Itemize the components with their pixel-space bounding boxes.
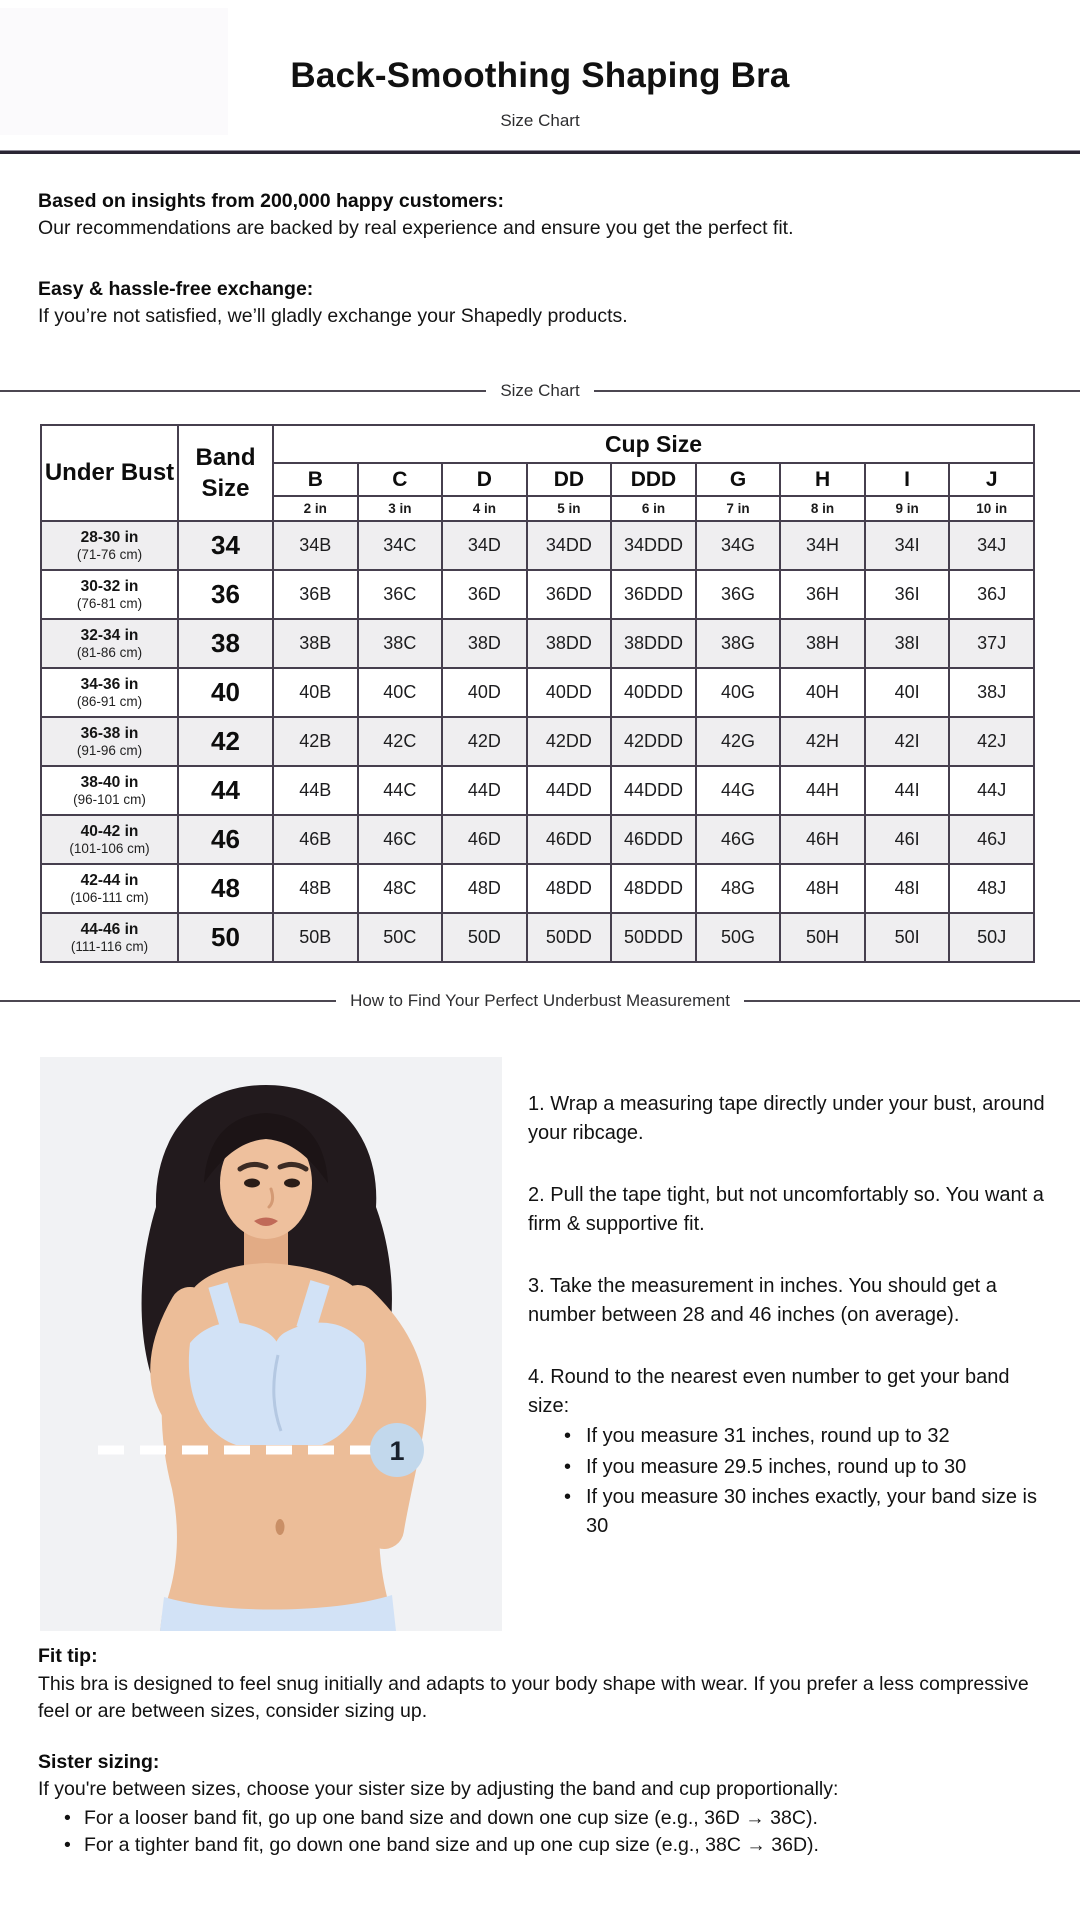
size-cell: 50G (696, 913, 781, 962)
size-cell: 44D (442, 766, 527, 815)
size-cell: 48C (358, 864, 443, 913)
size-cell: 34H (780, 521, 865, 570)
bra (189, 1323, 366, 1445)
size-cell: 44J (949, 766, 1034, 815)
size-cell: 44C (358, 766, 443, 815)
size-cell: 44G (696, 766, 781, 815)
size-cell: 34I (865, 521, 950, 570)
band-size-cell: 38 (178, 619, 273, 668)
size-cell: 36D (442, 570, 527, 619)
size-cell: 34DD (527, 521, 612, 570)
size-row-band-38 (41, 619, 1034, 668)
intro-section (38, 188, 1042, 364)
size-cell: 36H (780, 570, 865, 619)
cup-letter-header: J (949, 463, 1034, 496)
eye-right (284, 1179, 300, 1188)
size-cell: 36G (696, 570, 781, 619)
band-size-cell: 34 (178, 521, 273, 570)
size-cell: 38H (780, 619, 865, 668)
size-cell: 38D (442, 619, 527, 668)
size-cell: 40H (780, 668, 865, 717)
size-cell: 46DDD (611, 815, 696, 864)
size-chart-divider (0, 381, 1080, 401)
size-cell: 34G (696, 521, 781, 570)
cup-letter-header: H (780, 463, 865, 496)
size-cell: 46H (780, 815, 865, 864)
cup-depth-header: 4 in (442, 496, 527, 521)
under-bust-inches: 34-36 in (80, 675, 139, 693)
intro-heading-1: Based on insights from 200,000 happy customers: (38, 190, 504, 212)
size-cell: 38DDD (611, 619, 696, 668)
size-cell: 42B (273, 717, 358, 766)
size-cell: 40DDD (611, 668, 696, 717)
page-subtitle: Size Chart (500, 111, 580, 130)
cup-depth-header: 10 in (949, 496, 1034, 521)
band-rounding-item-2: • If you measure 29.5 inches, round up to 30 (562, 1453, 1056, 1482)
size-cell: 46I (865, 815, 950, 864)
size-row-band-48 (41, 864, 1034, 913)
model-photo (40, 1057, 502, 1631)
under-bust-cm: (86-91 cm) (76, 694, 143, 710)
step-1-badge-label: 1 (389, 1436, 405, 1466)
cup-depth-header: 8 in (780, 496, 865, 521)
measurement-step-4: 4. Round to the nearest even number to get your band size: (528, 1366, 1010, 1417)
cup-letter-header: G (696, 463, 781, 496)
size-cell: 48D (442, 864, 527, 913)
size-cell: 50B (273, 913, 358, 962)
size-cell: 48B (273, 864, 358, 913)
sister-sizing-item-2: • For a tighter band fit, go down one band size and up one cup size (e.g., 38C → 36D). (62, 1832, 1046, 1860)
size-cell: 34DDD (611, 521, 696, 570)
size-cell: 34D (442, 521, 527, 570)
navel (276, 1519, 285, 1535)
size-row-band-36 (41, 570, 1034, 619)
under-bust-cell (41, 619, 178, 668)
size-chart-table-body (41, 521, 1034, 962)
under-bust-inches: 40-42 in (80, 822, 139, 840)
band-size-cell: 48 (178, 864, 273, 913)
under-bust-inches: 38-40 in (80, 773, 139, 791)
intro-heading-2: Easy & hassle-free exchange: (38, 278, 314, 300)
band-size-cell: 36 (178, 570, 273, 619)
band-size-cell: 50 (178, 913, 273, 962)
size-cell: 50I (865, 913, 950, 962)
under-bust-cell (41, 766, 178, 815)
under-bust-cell (41, 864, 178, 913)
size-cell: 42DDD (611, 717, 696, 766)
under-bust-cm: (101-106 cm) (69, 841, 150, 857)
size-cell: 46G (696, 815, 781, 864)
cup-letter-header: C (358, 463, 443, 496)
size-cell: 38G (696, 619, 781, 668)
size-cell: 50C (358, 913, 443, 962)
size-cell: 50DDD (611, 913, 696, 962)
size-cell: 40B (273, 668, 358, 717)
size-cell: 40G (696, 668, 781, 717)
divider-line-right (744, 1000, 1080, 1002)
under-bust-inches: 42-44 in (80, 871, 139, 889)
band-rounding-item-3: • If you measure 30 inches exactly, your band size is 30 (562, 1483, 1056, 1540)
band-rounding-list (528, 1422, 1056, 1540)
measurement-divider-label: How to Find Your Perfect Underbust Measurement (350, 991, 730, 1010)
under-bust-cell (41, 913, 178, 962)
cup-depth-header: 9 in (865, 496, 950, 521)
measurement-divider (0, 991, 1080, 1011)
band-rounding-item-1: • If you measure 31 inches, round up to 32 (562, 1422, 1056, 1451)
under-bust-cm: (96-101 cm) (73, 792, 146, 808)
size-row-band-42 (41, 717, 1034, 766)
size-cell: 50DD (527, 913, 612, 962)
cup-letter-header: DDD (611, 463, 696, 496)
under-bust-cell (41, 521, 178, 570)
sister-sizing-body: If you're between sizes, choose your sister size by adjusting the band and cup proportionally: (38, 1778, 839, 1800)
size-cell: 34B (273, 521, 358, 570)
divider-line-left (0, 1000, 336, 1002)
size-cell: 42DD (527, 717, 612, 766)
size-row-band-34 (41, 521, 1034, 570)
under-bust-cell (41, 570, 178, 619)
under-bust-cm: (111-116 cm) (70, 939, 149, 955)
cup-size-header: Cup Size (273, 425, 1034, 463)
size-cell: 48H (780, 864, 865, 913)
band-size-cell: 42 (178, 717, 273, 766)
size-chart-table-head (41, 425, 1034, 521)
under-bust-header: Under Bust (41, 425, 178, 521)
measurement-step-3: 3. Take the measurement in inches. You should get a number between 28 and 46 inches (on average). (528, 1275, 997, 1326)
header-divider-line (0, 150, 1080, 154)
size-cell: 42G (696, 717, 781, 766)
size-cell: 46DD (527, 815, 612, 864)
size-cell: 44H (780, 766, 865, 815)
bra-strap-right (306, 1283, 320, 1329)
size-cell: 44DD (527, 766, 612, 815)
cup-depth-header: 7 in (696, 496, 781, 521)
size-cell: 42H (780, 717, 865, 766)
under-bust-inches: 36-38 in (80, 724, 139, 742)
intro-body-2: If you’re not satisfied, we’ll gladly exchange your Shapedly products. (38, 305, 628, 327)
measurement-step-2: 2. Pull the tape tight, but not uncomfortably so. You want a firm & supportive fit. (528, 1184, 1044, 1235)
size-cell: 46B (273, 815, 358, 864)
size-cell: 34J (949, 521, 1034, 570)
size-cell: 48DDD (611, 864, 696, 913)
size-cell: 44B (273, 766, 358, 815)
size-cell: 42I (865, 717, 950, 766)
cup-letter-header: B (273, 463, 358, 496)
size-cell: 34C (358, 521, 443, 570)
size-row-band-46 (41, 815, 1034, 864)
sister-sizing-heading: Sister sizing: (38, 1750, 160, 1773)
under-bust-cm: (76-81 cm) (76, 596, 143, 612)
eye-left (244, 1179, 260, 1188)
size-row-band-40 (41, 668, 1034, 717)
fit-tips-section (38, 1643, 1046, 1860)
size-cell: 36DD (527, 570, 612, 619)
cup-depth-header: 5 in (527, 496, 612, 521)
size-chart-table (40, 424, 1035, 963)
fit-tip-heading: Fit tip: (38, 1645, 98, 1667)
size-cell: 42C (358, 717, 443, 766)
cup-depth-header: 6 in (611, 496, 696, 521)
size-cell: 46C (358, 815, 443, 864)
size-cell: 36DDD (611, 570, 696, 619)
size-cell: 50J (949, 913, 1034, 962)
measurement-step-1: 1. Wrap a measuring tape directly under your bust, around your ribcage. (528, 1093, 1045, 1144)
size-cell: 42J (949, 717, 1034, 766)
fit-tip-body: This bra is designed to feel snug initially and adapts to your body shape with wear. If you prefer a less compressive feel or are between sizes, consider sizing up. (38, 1672, 1029, 1722)
under-bust-cell (41, 815, 178, 864)
size-cell: 40DD (527, 668, 612, 717)
size-row-band-44 (41, 766, 1034, 815)
size-cell: 48G (696, 864, 781, 913)
size-cell: 38C (358, 619, 443, 668)
band-size-cell: 44 (178, 766, 273, 815)
model-illustration (40, 1057, 502, 1631)
under-bust-cell (41, 668, 178, 717)
under-bust-cell (41, 717, 178, 766)
size-cell: 37J (949, 619, 1034, 668)
size-cell: 36I (865, 570, 950, 619)
under-bust-inches: 30-32 in (80, 577, 139, 595)
size-cell: 48DD (527, 864, 612, 913)
size-chart-divider-label: Size Chart (500, 381, 580, 400)
page-title: Back-Smoothing Shaping Bra (290, 56, 790, 95)
band-size-cell: 46 (178, 815, 273, 864)
under-bust-cm: (106-111 cm) (70, 890, 149, 906)
size-cell: 50H (780, 913, 865, 962)
under-bust-inches: 44-46 in (80, 920, 139, 938)
size-cell: 38DD (527, 619, 612, 668)
size-cell: 40C (358, 668, 443, 717)
size-cell: 40I (865, 668, 950, 717)
size-cell: 42D (442, 717, 527, 766)
page-header (0, 56, 1080, 131)
size-row-band-50 (41, 913, 1034, 962)
size-cell: 48J (949, 864, 1034, 913)
band-size-cell: 40 (178, 668, 273, 717)
intro-body-1: Our recommendations are backed by real experience and ensure you get the perfect fit. (38, 217, 794, 239)
size-cell: 38B (273, 619, 358, 668)
size-cell: 40D (442, 668, 527, 717)
under-bust-cm: (71-76 cm) (76, 547, 143, 563)
table-header-row-1 (41, 425, 1034, 463)
under-bust-cm: (91-96 cm) (76, 743, 143, 759)
cup-depth-header: 2 in (273, 496, 358, 521)
size-cell: 44DDD (611, 766, 696, 815)
cup-letter-header: D (442, 463, 527, 496)
cup-letter-header: I (865, 463, 950, 496)
cup-depth-header: 3 in (358, 496, 443, 521)
size-cell: 50D (442, 913, 527, 962)
size-cell: 36J (949, 570, 1034, 619)
cup-letter-header: DD (527, 463, 612, 496)
size-cell: 46D (442, 815, 527, 864)
measurement-steps (528, 1090, 1056, 1542)
sister-sizing-item-1: • For a looser band fit, go up one band size and down one cup size (e.g., 36D → 38C). (62, 1805, 1046, 1833)
size-cell: 46J (949, 815, 1034, 864)
size-cell: 38I (865, 619, 950, 668)
band-size-header: Band Size (178, 425, 273, 521)
sister-sizing-list (38, 1805, 1046, 1860)
under-bust-inches: 32-34 in (80, 626, 139, 644)
divider-line-left (0, 390, 486, 392)
size-cell: 36B (273, 570, 358, 619)
size-cell: 44I (865, 766, 950, 815)
size-cell: 38J (949, 668, 1034, 717)
size-cell: 36C (358, 570, 443, 619)
size-cell: 48I (865, 864, 950, 913)
divider-line-right (594, 390, 1080, 392)
under-bust-inches: 28-30 in (80, 528, 139, 546)
under-bust-cm: (81-86 cm) (76, 645, 143, 661)
